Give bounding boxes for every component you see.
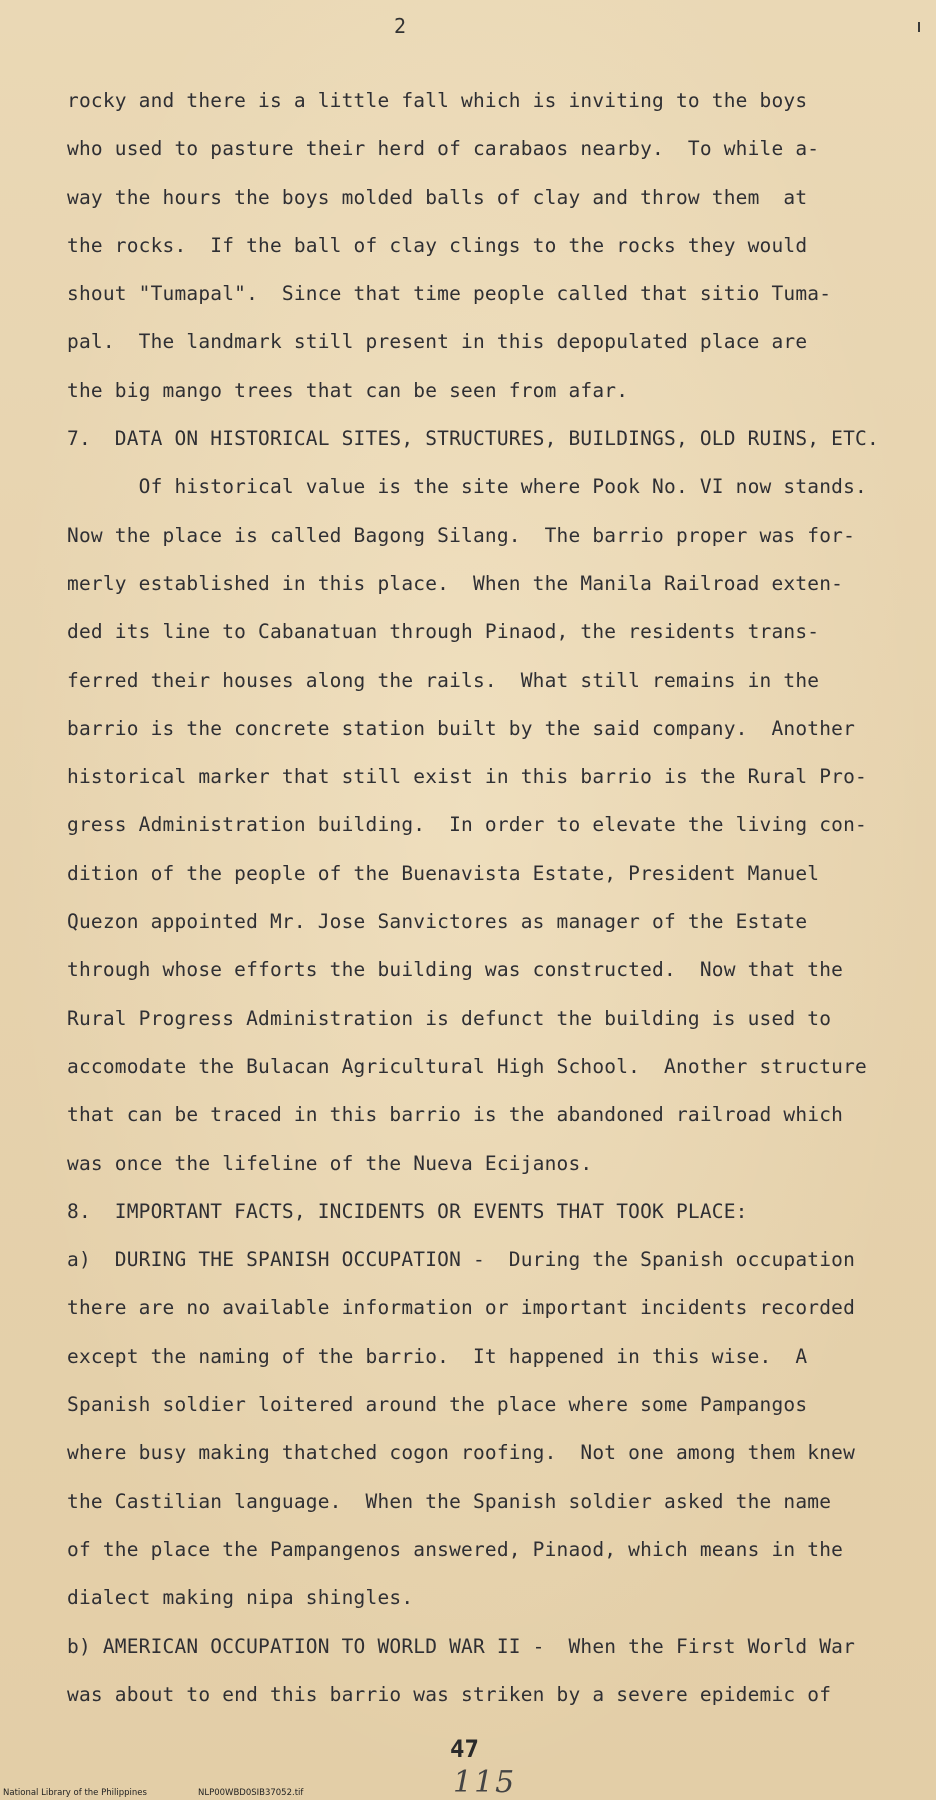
handwritten-note: 115 bbox=[453, 1765, 517, 1800]
text-line: the rocks. If the ball of clay clings to the rocks they would bbox=[67, 233, 808, 257]
text-line: Now the place is called Bagong Silang. The barrio proper was for- bbox=[67, 523, 856, 547]
text-line: historical marker that still exist in this barrio is the Rural Pro- bbox=[67, 765, 867, 789]
text-line: Of historical value is the site where Pook No. VI now stands. bbox=[67, 475, 867, 499]
section-heading-8: 8. IMPORTANT FACTS, INCIDENTS OR EVENTS THAT TOOK PLACE: bbox=[67, 1199, 748, 1223]
scan-footer bbox=[0, 1786, 936, 1800]
library-credit: National Library of the Philippines bbox=[3, 1788, 147, 1798]
text-line: way the hours the boys molded balls of clay and throw them at bbox=[67, 185, 808, 209]
text-line: gress Administration building. In order to elevate the living con- bbox=[67, 813, 867, 837]
text-line: pal. The landmark still present in this depopulated place are bbox=[67, 330, 808, 354]
text-line: Spanish soldier loitered around the place where some Pampangos bbox=[67, 1393, 808, 1417]
text-line: rocky and there is a little fall which is inviting to the boys bbox=[67, 89, 808, 112]
text-line: the Castilian language. When the Spanish soldier asked the name bbox=[67, 1489, 832, 1513]
text-line: of the place the Pampangenos answered, Pinaod, which means in the bbox=[67, 1537, 844, 1561]
text-line: there are no available information or important incidents recorded bbox=[67, 1296, 856, 1320]
text-line: Quezon appointed Mr. Jose Sanvictores as manager of the Estate bbox=[67, 910, 808, 934]
text-line: except the naming of the barrio. It happened in this wise. A bbox=[67, 1344, 808, 1368]
text-line: Rural Progress Administration is defunct the building is used to bbox=[67, 1006, 832, 1030]
text-line: barrio is the concrete station built by the said company. Another bbox=[67, 716, 856, 740]
footer-page-number: 47 bbox=[450, 1735, 479, 1763]
body-text bbox=[67, 82, 887, 1724]
text-line: who used to pasture their herd of carabaos nearby. To while a- bbox=[67, 137, 820, 161]
text-line: that can be traced in this barrio is the abandoned railroad which bbox=[67, 1103, 844, 1127]
subsection-heading-a: a) DURING THE SPANISH OCCUPATION - During the Spanish occupation bbox=[67, 1248, 856, 1272]
text-line: through whose efforts the building was constructed. Now that the bbox=[67, 958, 844, 982]
text-line: where busy making thatched cogon roofing. Not one among them knew bbox=[67, 1441, 856, 1465]
scan-filename: NLP00WBD0SIB37052.tif bbox=[198, 1788, 304, 1798]
text-line: accomodate the Bulacan Agricultural High School. Another structure bbox=[67, 1054, 867, 1078]
text-line: was about to end this barrio was striken by a severe epidemic of bbox=[67, 1682, 832, 1706]
section-heading-7: 7. DATA ON HISTORICAL SITES, STRUCTURES, BUILDINGS, OLD RUINS, ETC. bbox=[67, 427, 879, 451]
text-line: shout "Tumapal". Since that time people called that sitio Tuma- bbox=[67, 282, 832, 306]
text-line: dition of the people of the Buenavista Estate, President Manuel bbox=[67, 861, 820, 885]
text-line: dialect making nipa shingles. bbox=[67, 1586, 414, 1610]
text-line: ded its line to Cabanatuan through Pinaod, the residents trans- bbox=[67, 620, 820, 644]
text-line: was once the lifeline of the Nueva Ecijanos. bbox=[67, 1151, 593, 1175]
text-line: merly established in this place. When the Manila Railroad exten- bbox=[67, 571, 844, 595]
text-line: ferred their houses along the rails. What still remains in the bbox=[67, 668, 820, 692]
text-line: the big mango trees that can be seen from afar. bbox=[67, 378, 629, 402]
page-number: 2 bbox=[393, 14, 407, 38]
margin-tick-mark bbox=[918, 22, 920, 32]
subsection-heading-b: b) AMERICAN OCCUPATION TO WORLD WAR II - When the First World War bbox=[67, 1634, 856, 1658]
